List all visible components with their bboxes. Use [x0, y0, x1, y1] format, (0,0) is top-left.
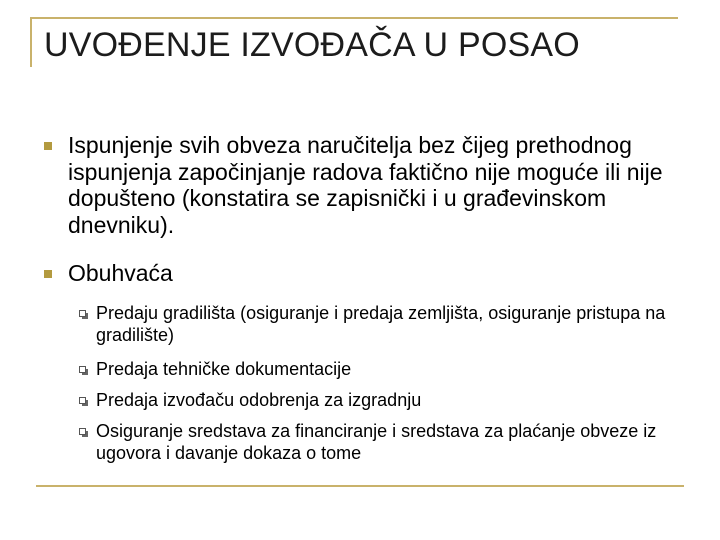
bullet-item — [68, 260, 688, 287]
hollow-square-bullet-icon — [79, 366, 86, 373]
sub-bullet-item — [96, 389, 686, 411]
sub-bullet-text: Predaja izvođaču odobrenja za izgradnju — [96, 390, 422, 410]
sub-bullet-text: Predaja tehničke dokumentacije — [96, 359, 352, 379]
sub-bullet-item — [96, 302, 686, 346]
footer-divider-line — [36, 485, 684, 487]
hollow-square-bullet-icon — [79, 397, 86, 404]
square-bullet-icon — [44, 270, 52, 278]
hollow-square-bullet-icon — [79, 428, 86, 435]
title-frame-top-line — [30, 17, 678, 19]
hollow-square-bullet-icon — [79, 310, 86, 317]
sub-bullet-text: Osiguranje sredstava za financiranje i sredstava za plaćanje obveze iz ugovora i davanje dokaza o tome — [96, 421, 657, 463]
sub-bullet-item — [96, 420, 686, 464]
square-bullet-icon — [44, 142, 52, 150]
sub-bullet-text: Predaju gradilišta (osiguranje i predaja zemljišta, osiguranje pristupa na gradilište) — [96, 303, 666, 345]
bullet-text: Ispunjenje svih obveza naručitelja bez čijeg prethodnog ispunjenja započinjanje radova faktično nije moguće ili nije dopušteno (konstatira se zapisnički i u građevinskom dnevniku). — [68, 132, 663, 238]
bullet-text: Obuhvaća — [68, 260, 173, 286]
slide-title: UVOĐENJE IZVOĐAČA U POSAO — [44, 26, 580, 64]
bullet-item — [68, 132, 688, 238]
sub-bullet-item — [96, 358, 686, 380]
title-frame-left-line — [30, 17, 32, 67]
